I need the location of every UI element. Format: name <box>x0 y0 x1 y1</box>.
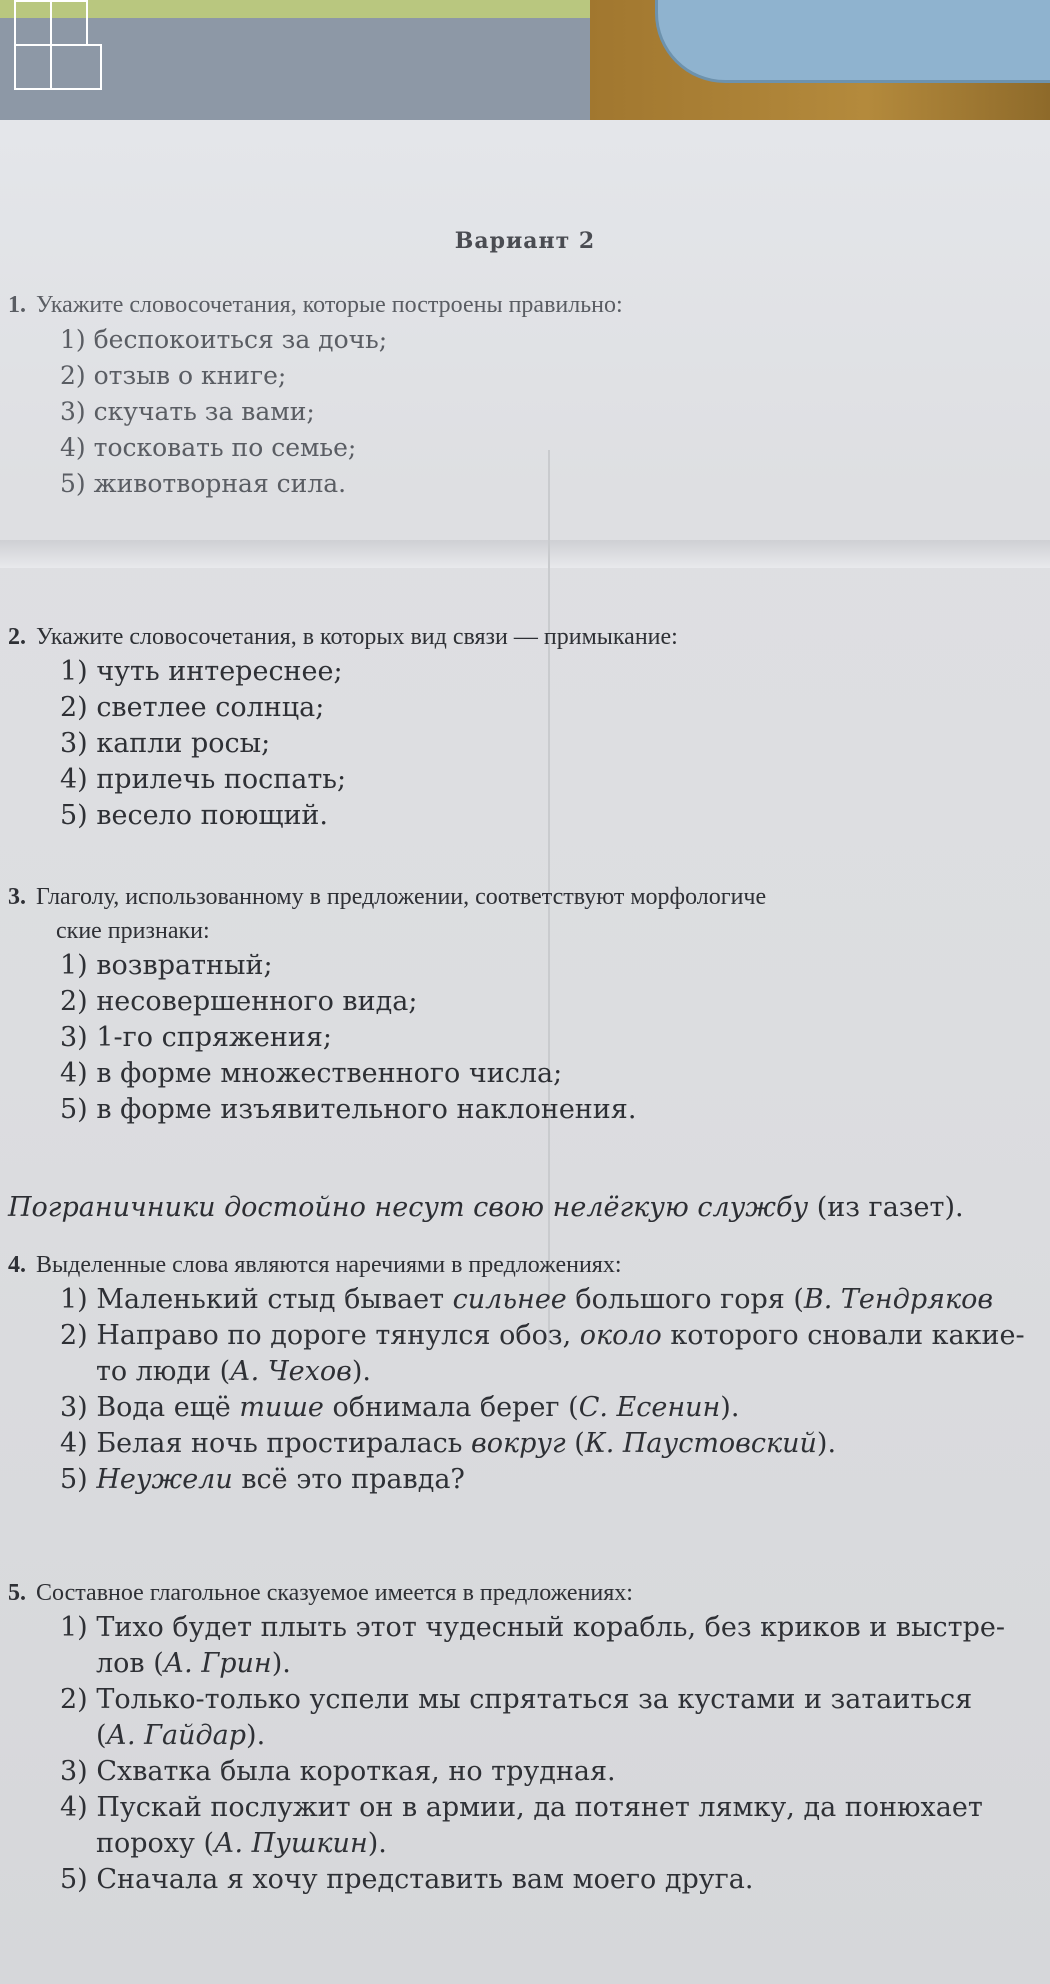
option: 1) беспокоиться за дочь; <box>60 325 388 354</box>
option: 1) Тихо будет плыть этот чудесный корабль, без криков и выстре- лов (А. Грин). <box>60 1612 1005 1679</box>
question-number: 2. <box>8 624 26 650</box>
example-sentence: Пограничники достойно несут свою нелёгкую службу (из газет). <box>8 1192 964 1223</box>
question-number: 4. <box>8 1252 26 1278</box>
option: 4) тосковать по семье; <box>60 433 357 462</box>
option: 2) Направо по дороге тянулся обоз, около которого сновали какие- то люди (А. Чехов). <box>60 1320 1025 1387</box>
question-1 <box>8 288 1050 502</box>
option: 4) прилечь поспать; <box>60 764 347 795</box>
option: 3) Вода ещё тише обнимала берег (С. Есенин). <box>60 1392 740 1423</box>
question-text: Укажите словосочетания, в которых вид связи — примыкание: <box>36 624 678 650</box>
option: 2) несовершенного вида; <box>60 986 418 1017</box>
grid-paper <box>0 0 110 95</box>
question-4 <box>8 1248 1050 1498</box>
option: 3) капли росы; <box>60 728 271 759</box>
option: 2) светлее солнца; <box>60 692 325 723</box>
question-3 <box>8 880 1050 1128</box>
question-2 <box>8 620 1050 834</box>
question-text: Выделенные слова являются наречиями в предложениях: <box>36 1252 622 1278</box>
question-number: 3. <box>8 884 26 910</box>
question-number: 5. <box>8 1580 26 1606</box>
blue-object <box>655 0 1050 83</box>
question-5 <box>8 1576 1050 1898</box>
question-text-cont: ские признаки: <box>56 918 210 944</box>
option: 3) скучать за вами; <box>60 397 315 426</box>
option: 1) чуть интереснее; <box>60 656 343 687</box>
option: 5) в форме изъявительного наклонения. <box>60 1094 637 1125</box>
option: 5) животворная сила. <box>60 469 347 498</box>
question-text: Глаголу, использованному в предложении, соответствуют морфологиче <box>36 884 767 910</box>
question-number: 1. <box>8 292 26 318</box>
option: 4) в форме множественного числа; <box>60 1058 563 1089</box>
page-fold <box>0 540 1050 568</box>
option: 4) Пускай послужит он в армии, да потянет лямку, да понюхает пороху (А. Пушкин). <box>60 1792 983 1859</box>
option: 4) Белая ночь простиралась вокруг (К. Паустовский). <box>60 1428 837 1459</box>
option: 3) 1-го спряжения; <box>60 1022 332 1053</box>
question-text: Укажите словосочетания, которые построены правильно: <box>36 292 623 318</box>
option: 3) Схватка была короткая, но трудная. <box>60 1756 616 1787</box>
option: 1) Маленький стыд бывает сильнее большого горя (В. Тендряков <box>60 1284 994 1315</box>
option: 5) Неужели всё это правда? <box>60 1464 465 1495</box>
option: 5) весело поющий. <box>60 800 329 831</box>
question-text: Составное глагольное сказуемое имеется в предложениях: <box>36 1580 633 1606</box>
option: 5) Сначала я хочу представить вам моего друга. <box>60 1864 754 1895</box>
worksheet-page <box>0 120 1050 1984</box>
variant-title: Вариант 2 <box>454 228 596 254</box>
option: 2) Только-только успели мы спрятаться за кустами и затаиться (А. Гайдар). <box>60 1684 973 1751</box>
option: 1) возвратный; <box>60 950 273 981</box>
option: 2) отзыв о книге; <box>60 361 287 390</box>
